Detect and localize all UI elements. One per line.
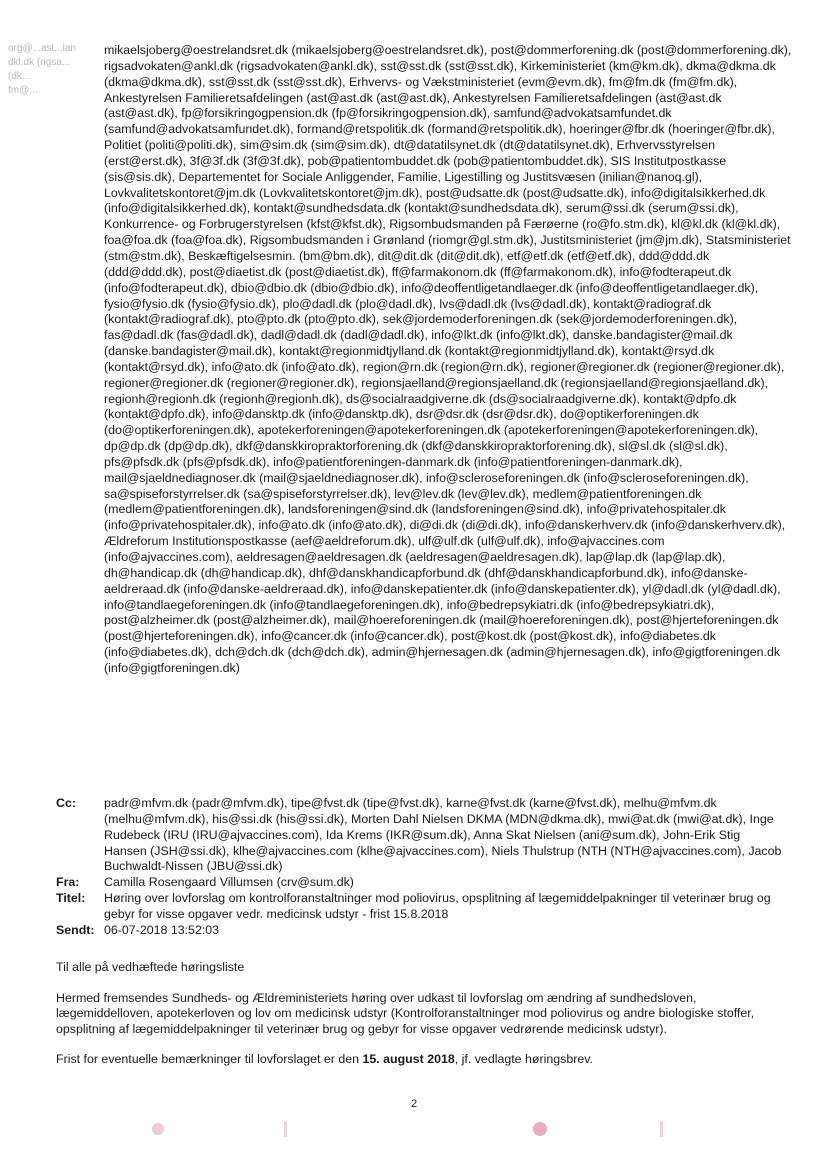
faded-line: dkl.dk (rigsa... <box>8 57 71 68</box>
from-label: Fra: <box>56 875 80 890</box>
sent-value: 06-07-2018 13:52:03 <box>104 922 220 937</box>
stamp-mark-icon <box>146 1118 170 1140</box>
faded-line: (dk... <box>8 71 31 82</box>
page-number: 2 <box>410 1098 418 1110</box>
email-header <box>56 796 786 939</box>
title-row <box>56 891 786 923</box>
title-label: Titel: <box>56 891 86 906</box>
cc-label: Cc: <box>56 796 76 810</box>
faded-line: org@...ast...lan <box>8 43 76 54</box>
sent-row <box>56 923 786 939</box>
stamp-mark-icon <box>528 1118 552 1140</box>
cc-value: padr@mfvm.dk (padr@mfvm.dk), tipe@fvst.dk (tipe@fvst.dk), karne@fvst.dk (karne@fvst.dk), melhu@mfvm.dk (melhu@mfvm.dk), his@ssi.dk (his@ssi.dk), Morten Dahl Nielsen DKMA (MDN@dkma.dk), mwi@at.dk (mwi@at.dk), Inge Rudebeck (IRU (IRU@ajvaccines.com), Ida Krems (IKR@sum.dk), Anna Skat Nielsen (ani@sum.dk), John-Erik Stig Hansen (JSH@ssi.dk), klhe@ajvaccines.com (klhe@ajvaccines.com), Niels Thulstrup (NTH (NTH@ajvaccines.com), Jacob Buchwaldt-Nissen (JBU@ssi.dk) <box>104 796 782 874</box>
cc-row <box>56 796 786 875</box>
deadline-suffix: , jf. vedlagte høringsbrev. <box>454 1052 593 1067</box>
body-paragraph: Hermed fremsendes Sundheds- og Ældreministeriets høring over udkast til lovforslag om ændring af sundhedsloven, lægemiddelloven, apotekerloven og lov om medicinsk udstyr (Kontrolforanstaltninger mod poliovirus og andre biologiske stoffer, opsplitning af lægemiddelpakninger til veterinær brug og gebyr for visse opgaver vedrørende medicinsk udstyr). <box>56 990 755 1036</box>
sent-label: Sendt: <box>56 922 95 937</box>
deadline-prefix: Frist for eventuelle bemærkninger til lovforslaget er den <box>56 1052 363 1067</box>
recipients-list: mikaelsjoberg@oestrelandsret.dk (mikaelsjoberg@oestrelandsret.dk), post@dommerforening.dk (post@dommerforening.dk), rigsadvokaten@ankl.dk (rigsadvokaten@ankl.dk), sst@sst.dk (sst@sst.dk), Kirkeministeriet (km@km.dk), dkma@dkma.dk (dkma@dkma.dk), sst@sst.dk (sst@sst.dk), Erhvervs- og Vækstministeriet (evm@evm.dk), fm@fm.dk (fm@fm.dk), Ankestyrelsen Familieretsafdelingen (ast@ast.dk (ast@ast.dk), Ankestyrelsen Familieretsafdelingen (ast@ast.dk (ast@ast.dk), fp@forsikringogpension.dk (fp@forsikringogpension.dk), samfund@advokatsamfundet.dk (samfund@advokatsamfundet.dk), formand@retspolitik.dk (formand@retspolitik.dk), hoeringer@fbr.dk (hoeringer@fbr.dk), Politiet (politi@politi.dk), sim@sim.dk (sim@sim.dk), dt@datatilsynet.dk (dt@datatilsynet.dk), Erhvervsstyrelsen (erst@erst.dk), 3f@3f.dk (3f@3f.dk), pob@patientombuddet.dk (pob@patientombuddet.dk), SIS Institutpostkasse (sis@sis.dk), Departementet for Sociale Anliggender, Familie, Ligestilling og Justitsvæsen (inilian@nanoq.gl), Lovkvalitetskontoret@jm.dk (Lovkvalitetskontoret@jm.dk), post@udsatte.dk (post@udsatte.dk), info@digitalsikkerhed.dk (info@digitalsikkerhed.dk), kontakt@sundhedsdata.dk (kontakt@sundhedsdata.dk), serum@ssi.dk (serum@ssi.dk), Konkurrence- og Forbrugerstyrelsen (kfst@kfst.dk), Rigsombudsmanden på Færøerne (ro@fo.stm.dk), kl@kl.dk (kl@kl.dk), foa@foa.dk (foa@foa.dk), Rigsombudsmanden i Grønland (riomgr@gl.stm.dk), Justitsministeriet (jm@jm.dk), Statsministeriet (stm@stm.dk), Beskæftigelsesmin. (bm@bm.dk), dit@dit.dk (dit@dit.dk), etf@etf.dk (etf@etf.dk), ddd@ddd.dk (ddd@ddd.dk), post@diaetist.dk (post@diaetist.dk), ff@farmakonom.dk (ff@farmakonom.dk), info@fodterapeut.dk (info@fodterapeut.dk), dbio@dbio.dk (dbio@dbio.dk), info@deoffentligetandlaeger.dk (info@deoffentligetandlaeger.dk), fysio@fysio.dk (fysio@fysio.dk), plo@dadl.dk (plo@dadl.dk), lvs@dadl.dk (lvs@dadl.dk), kontakt@radiograf.dk (kontakt@radiograf.dk), pto@pto.dk (pto@pto.dk), sek@jordemoderforeningen.dk (sek@jordemoderforeningen.dk), fas@dadl.dk (fas@dadl.dk), dadl@dadl.dk (dadl@dadl.dk), info@lkt.dk (info@lkt.dk), danske.bandagister@mail.dk (danske.bandagister@mail.dk), kontakt@regionmidtjylland.dk (kontakt@regionmidtjylland.dk), kontakt@rsyd.dk (kontakt@rsyd.dk), info@ato.dk (info@ato.dk), region@rn.dk (region@rn.dk), regioner@regioner.dk (regioner@regioner.dk), regioner@regioner.dk (regioner@regioner.dk), regionsjaelland@regionsjaelland.dk (regionsjaelland@regionsjaelland.dk), regionh@regionh.dk (regionh@regionh.dk), ds@socialraadgiverne.dk (ds@socialraadgiverne.dk), kontakt@dpfo.dk (kontakt@dpfo.dk), info@dansktp.dk (info@dansktp.dk), dsr@dsr.dk (dsr@dsr.dk), do@optikerforeningen.dk (do@optikerforeningen.dk), apotekerforeningen@apotekerforeningen.dk (apotekerforeningen@apotekerforeningen.dk), dp@dp.dk (dp@dp.dk), dkf@danskkiropraktorforening.dk (dkf@danskkiropraktorforening.dk), sl@sl.dk (sl@sl.dk), pfs@pfsdk.dk (pfs@pfsdk.dk), info@patientforeningen-danmark.dk (info@patientforeningen-danmark.dk), mail@sjaeldnediagnoser.dk (mail@sjaeldnediagnoser.dk), info@scleroseforeningen.dk (info@scleroseforeningen.dk), sa@spiseforstyrrelser.dk (sa@spiseforstyrrelser.dk), lev@lev.dk (lev@lev.dk), medlem@patientforeningen.dk (medlem@patientforeningen.dk), landsforeningen@sind.dk (landsforeningen@sind.dk), info@privatehospitaler.dk (info@privatehospitaler.dk), info@ato.dk (info@ato.dk), di@di.dk (di@di.dk), info@danskerhverv.dk (info@danskerhverv.dk), Ældreforum Institutionspostkasse (aef@aeldreforum.dk), ulf@ulf.dk (ulf@ulf.dk), info@ajvaccines.com (info@ajvaccines.com), aeldresagen@aeldresagen.dk (aeldresagen@aeldresagen.dk), lap@lap.dk (lap@lap.dk), dh@handicap.dk (dh@handicap.dk), dhf@danskhandicapforbund.dk (dhf@danskhandicapforbund.dk), info@danske-aeldreraad.dk (info@danske-aeldreraad.dk), info@danskepatienter.dk (info@danskepatienter.dk), yl@dadl.dk (yl@dadl.dk), info@tandlaegeforeningen.dk (info@tandlaegeforeningen.dk), info@bedrepsykiatri.dk (info@bedrepsykiatri.dk), post@alzheimer.dk (post@alzheimer.dk), mail@hoereforeningen.dk (mail@hoereforeningen.dk), post@hjerteforeningen.dk (post@hjerteforeningen.dk), info@cancer.dk (info@cancer.dk), post@kost.dk (post@kost.dk), info@diabetes.dk (info@diabetes.dk), dch@dch.dk (dch@dch.dk), admin@hjernesagen.dk (admin@hjernesagen.dk), info@gigtforeningen.dk (info@gigtforeningen.dk) <box>104 43 792 675</box>
faded-line: fm@... <box>8 85 38 96</box>
title-value: Høring over lovforslag om kontrolforanstaltninger mod poliovirus, opsplitning af lægemiddelpakninger til veterinær brug og gebyr for visse opgaver vedr. medicinsk udstyr - frist 15.8.2018 <box>104 891 771 921</box>
deadline-date: 15. august 2018 <box>362 1052 455 1067</box>
stamp-mark-icon <box>650 1118 674 1140</box>
from-value: Camilla Rosengaard Villumsen (crv@sum.dk) <box>104 875 354 890</box>
from-row <box>56 875 786 891</box>
greeting: Til alle på vedhæftede høringsliste <box>56 960 245 974</box>
stamp-mark-icon <box>274 1118 298 1140</box>
deadline-paragraph <box>56 1052 786 1068</box>
faded-margin-text <box>8 42 100 98</box>
email-body <box>56 960 786 1068</box>
